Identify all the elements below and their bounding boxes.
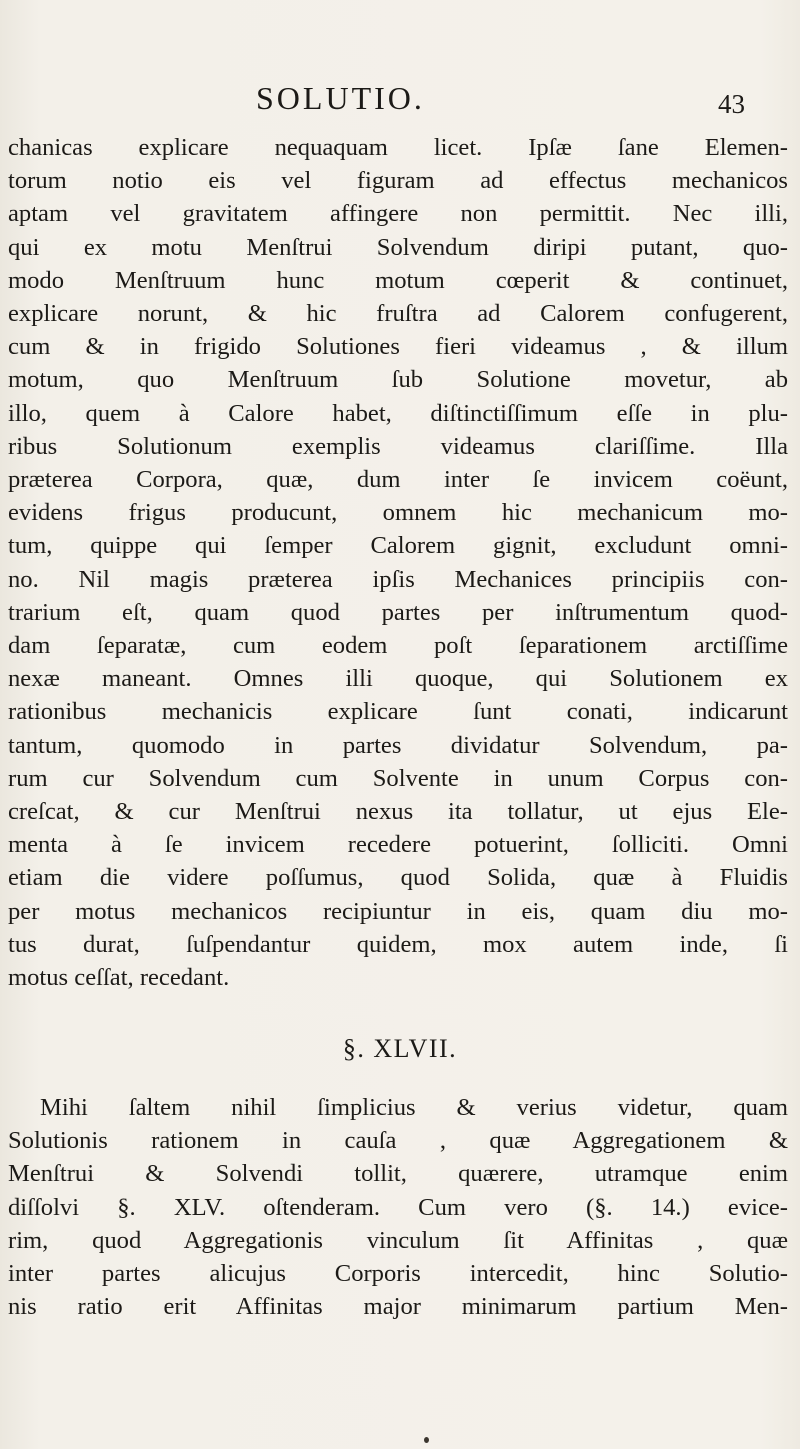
text-line: torum notio eis vel figuram ad effectus mechanicos [8, 167, 788, 195]
text-line: etiam die videre poſſumus, quod Solida, quæ à Fluidis [8, 864, 788, 892]
text-line: no. Nil magis præterea ipſis Mechanices principiis con- [8, 565, 788, 593]
text-line: tum, quippe qui ſemper Calorem gignit, excludunt omni- [8, 532, 788, 560]
text-line: ribus Solutionum exemplis videamus clariſſime. Illa [8, 432, 788, 460]
running-title: SOLUTIO. [256, 80, 425, 116]
text-line: cum & in frigido Solutiones fieri videamus , & illum [8, 333, 788, 361]
text-line: tantum, quomodo in partes dividatur Solvendum, pa- [8, 731, 788, 759]
text-line: inter partes alicujus Corporis intercedit, hinc Solutio- [8, 1260, 788, 1287]
text-line: Mihi ſaltem nihil ſimplicius & verius videtur, quam [40, 1094, 788, 1121]
page-number: 43 [718, 89, 745, 119]
text-line: modo Menſtruum hunc motum cœperit & continuet, [8, 266, 788, 294]
text-line: illo, quem à Calore habet, diſtinctiſſimum eſſe in plu- [8, 399, 788, 427]
text-line: chanicas explicare nequaquam licet. Ipſæ ſane Elemen- [8, 134, 788, 161]
text-line: creſcat, & cur Menſtrui nexus ita tollatur, ut ejus Ele- [8, 798, 788, 825]
text-line: dam ſeparatæ, cum eodem poſt ſeparationem arctiſſime [8, 632, 788, 659]
text-line: diſſolvi §. XLV. oſtenderam. Cum vero (§. 14.) evice- [8, 1193, 788, 1221]
text-line: præterea Corpora, quæ, dum inter ſe invicem coëunt, [8, 466, 788, 493]
text-line: nis ratio erit Affinitas major minimarum partium Men- [8, 1293, 788, 1321]
text-line: Menſtrui & Solvendi tollit, quærere, utramque enim [8, 1160, 788, 1188]
text-line: aptam vel gravitatem affingere non permittit. Nec illi, [8, 200, 788, 228]
text-line: tus durat, ſuſpendantur quidem, mox autem inde, ſi [8, 930, 788, 958]
text-line: explicare norunt, & hic fruſtra ad Calorem confugerent, [8, 300, 788, 327]
text-line: motus ceſſat, recedant. [8, 964, 230, 991]
text-line: per motus mechanicos recipiuntur in eis, quam diu mo- [8, 897, 788, 925]
text-line: rationibus mechanicis explicare ſunt conati, indicarunt [8, 698, 788, 726]
text-line: menta à ſe invicem recedere potuerint, ſolliciti. Omni [8, 831, 788, 859]
ink-speck [424, 1437, 429, 1443]
running-head [0, 78, 800, 118]
text-line: qui ex motu Menſtrui Solvendum diripi putant, quo- [8, 233, 788, 261]
text-line: motum, quo Menſtruum ſub Solutione movetur, ab [8, 366, 788, 394]
text-line: trarium eſt, quam quod partes per inſtrumentum quod- [8, 598, 788, 626]
text-line: nexæ maneant. Omnes illi quoque, qui Solutionem ex [8, 665, 788, 693]
section-heading: §. XLVII. [342, 1034, 458, 1063]
text-line: Solutionis rationem in cauſa , quæ Aggregationem & [8, 1127, 788, 1155]
text-line: rim, quod Aggregationis vinculum ſit Affinitas , quæ [8, 1226, 788, 1254]
text-line: rum cur Solvendum cum Solvente in unum Corpus con- [8, 764, 788, 792]
text-line: evidens frigus producunt, omnem hic mechanicum mo- [8, 499, 788, 527]
